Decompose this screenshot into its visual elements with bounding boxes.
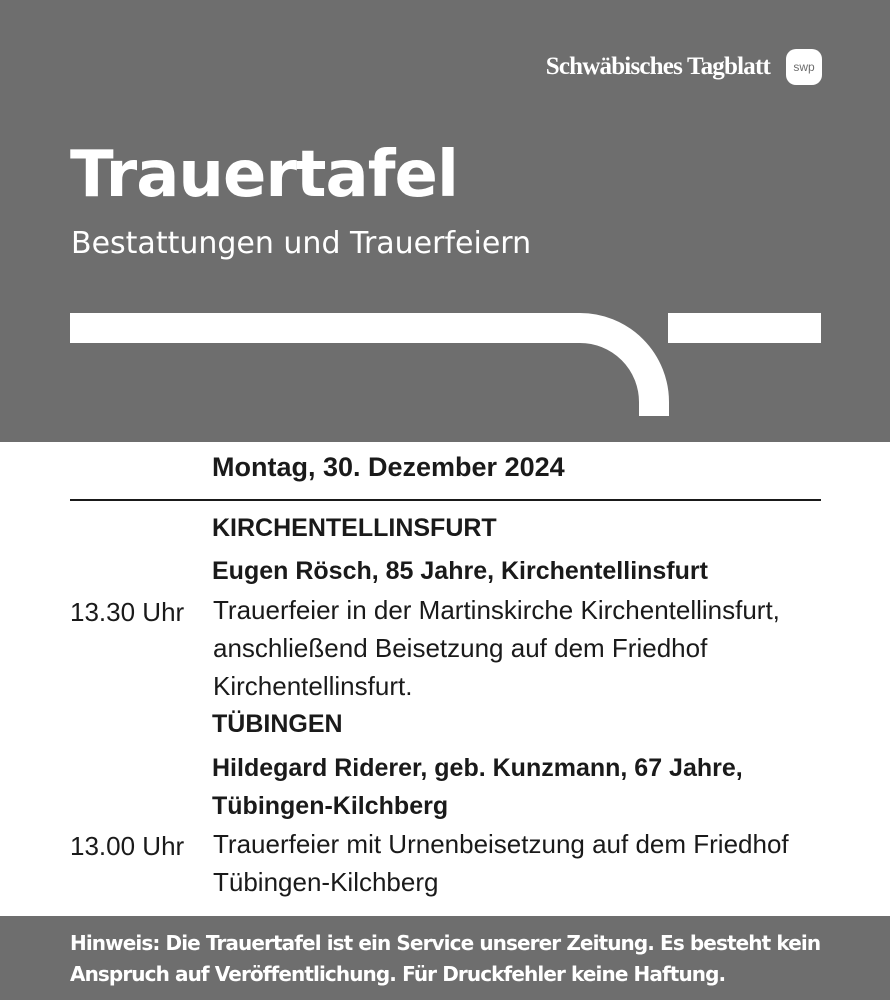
page-subtitle: Bestattungen und Trauerfeiern [71, 226, 532, 261]
entry-person: Hildegard Riderer, geb. Kunzmann, 67 Jahre, Tübingen-Kilchberg [212, 754, 743, 820]
header-banner [0, 0, 890, 442]
notice-text [70, 928, 830, 990]
notice-body: Die Trauertafel ist ein Service unserer Zeitung. Es besteht kein Anspruch auf Veröffentlichung. Für Druckfehler keine Haftung. [70, 931, 821, 986]
newspaper-name: Schwäbisches Tagblatt [545, 53, 770, 80]
entry-description: Trauerfeier in der Martinskirche Kirchentellinsfurt, anschließend Beisetzung auf dem Friedhof Kirchentellinsfurt. [213, 595, 780, 701]
listing-date: Montag, 30. Dezember 2024 [212, 452, 565, 482]
entry-time: 13.30 Uhr [70, 597, 185, 627]
notice-label: Hinweis: [70, 931, 160, 955]
page-title: Trauertafel [70, 138, 458, 212]
swp-logo-icon: swp [786, 49, 822, 85]
entry-place: KIRCHENTELLINSFURT [212, 514, 497, 542]
entry-description: Trauerfeier mit Urnenbeisetzung auf dem Friedhof Tübingen-Kilchberg [213, 829, 789, 897]
entry-time: 13.00 Uhr [70, 831, 185, 861]
divider [70, 499, 821, 501]
entry-place: TÜBINGEN [212, 710, 343, 738]
footer-notice [0, 916, 890, 1000]
decorative-line-graphic [0, 300, 890, 442]
entry-person: Eugen Rösch, 85 Jahre, Kirchentellinsfurt [212, 557, 708, 585]
